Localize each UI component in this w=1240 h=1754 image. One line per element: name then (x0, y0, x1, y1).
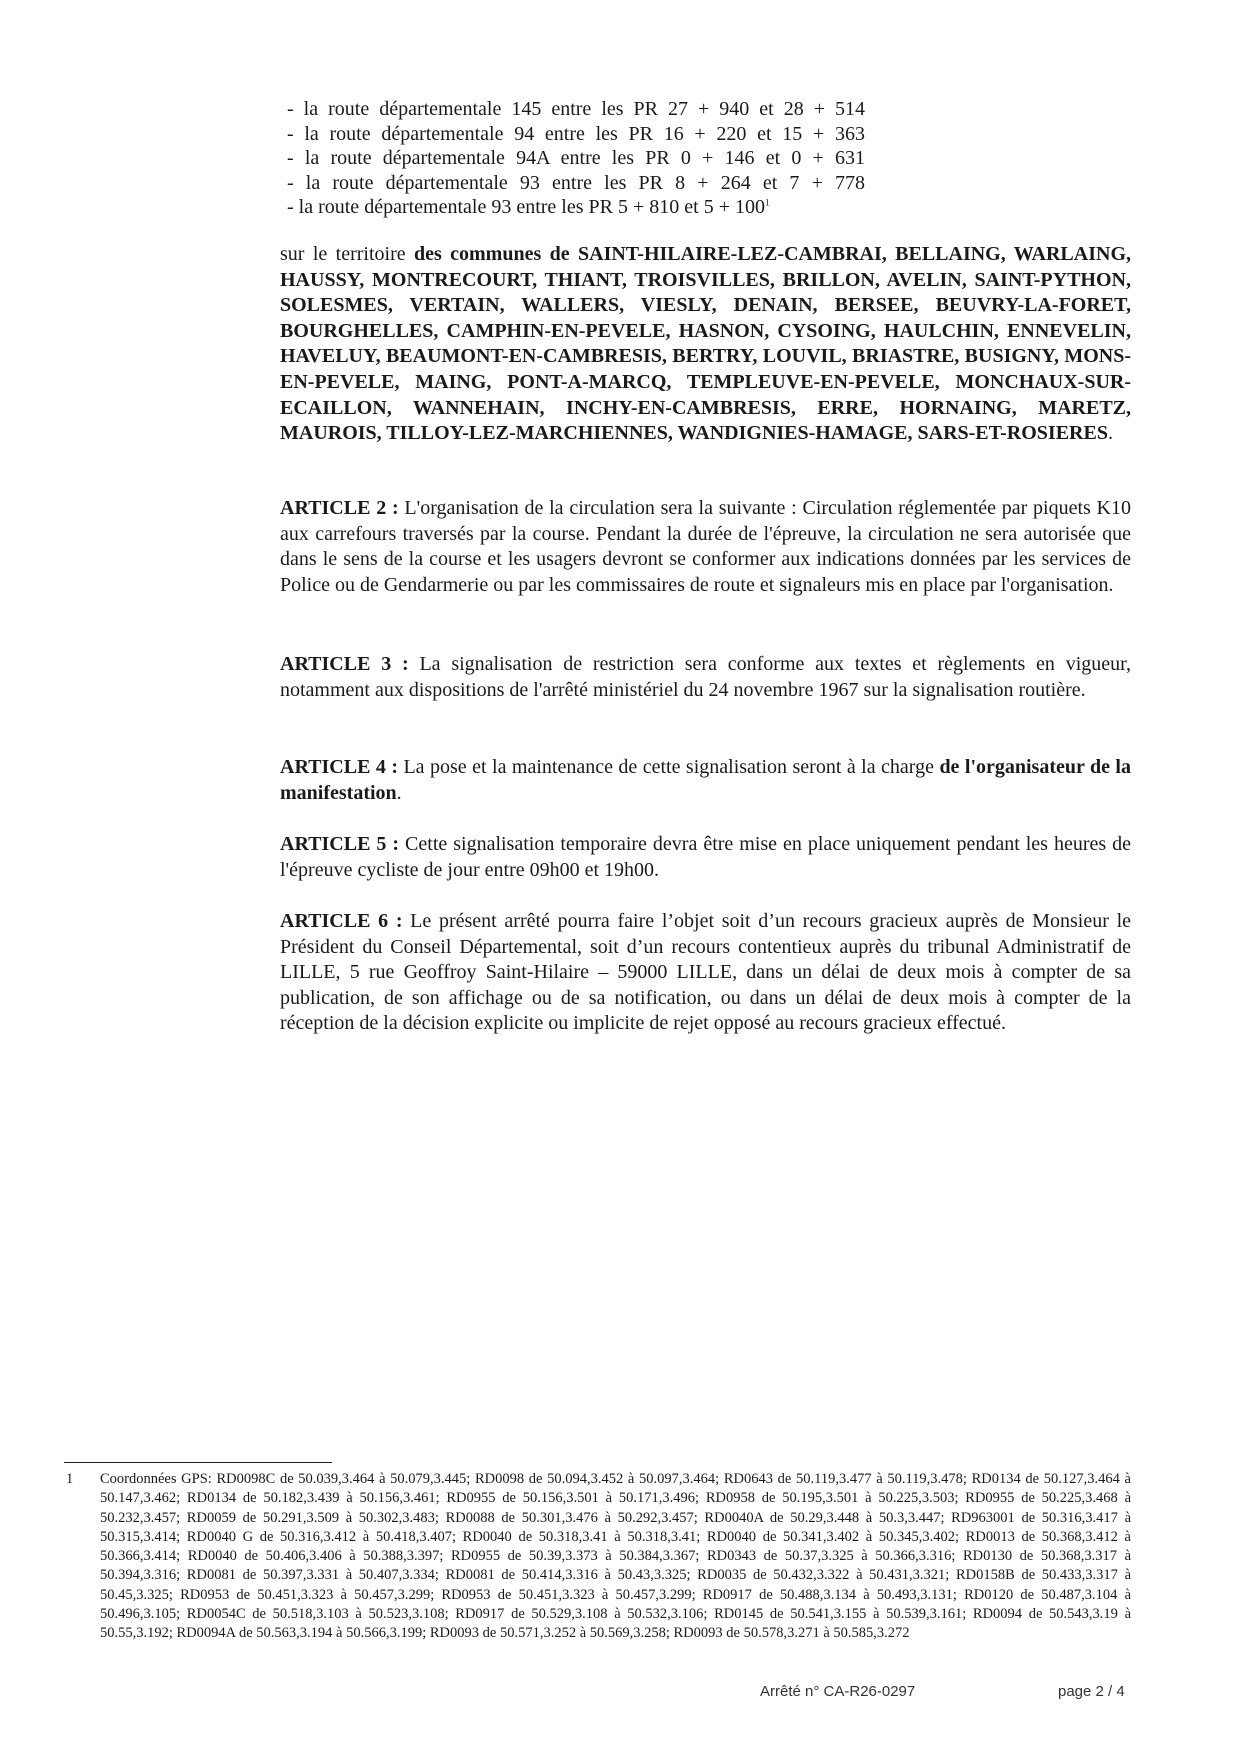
article-4-bold: de l'organisateur de la manifestation (280, 756, 1131, 804)
footnote-reference[interactable]: 1 (764, 197, 770, 208)
communes-end: . (1107, 422, 1113, 445)
article-4-label: ARTICLE 4 : (280, 756, 398, 778)
footnote-divider (64, 1462, 332, 1463)
arrete-reference: Arrêté n° CA-R26-0297 (760, 1683, 916, 1700)
article-4 (280, 755, 1131, 806)
article-5-label: ARTICLE 5 : (280, 833, 400, 855)
article-5 (280, 832, 1131, 883)
route-item: - la route départementale 94A entre les PR 0 + 146 et 0 + 631 (287, 147, 865, 169)
article-3 (280, 652, 1131, 703)
article-6-text: Le présent arrêté pourra faire l’objet soit d’un recours gracieux auprès de Monsieur le Président du Conseil Départemental, soit d’un recours contentieux auprès du tribunal Administratif de LILLE, 5 rue Geoffroy Saint-Hilaire – 59000 LILLE, dans un délai de deux mois à compter de sa publication, de son affichage ou de sa notification, ou dans un délai de deux mois à compter de la réception de la décision explicite ou implicite de rejet opposé au recours gracieux effectué. (280, 910, 1131, 1035)
article-2-text: L'organisation de la circulation sera la suivante : Circulation réglementée par piquets K10 aux carrefours traversés par la course. Pendant la durée de l'épreuve, la circulation ne sera autorisée que dans le sens de la course et les usagers devront se conformer aux indications données par les services de Police ou de Gendarmerie ou par les commissaires de route et signaleurs mis en place par l'organisation. (280, 497, 1131, 596)
article-4-text: La pose et la maintenance de cette signalisation seront à la charge (398, 756, 940, 778)
article-3-label: ARTICLE 3 : (280, 653, 409, 675)
article-5-text: Cette signalisation temporaire devra être mise en place uniquement pendant les heures de l'épreuve cycliste de jour entre 09h00 et 19h00. (280, 833, 1131, 881)
article-6-label: ARTICLE 6 : (280, 910, 403, 932)
route-item: - la route départementale 93 entre les PR 8 + 264 et 7 + 778 (287, 171, 865, 194)
page-number: page 2 / 4 (1058, 1683, 1125, 1700)
communes-intro: sur le territoire (280, 243, 414, 265)
article-4-end: . (396, 781, 402, 804)
route-item-text: - la route départementale 93 entre les PR 5 + 810 et 5 + 100 (287, 196, 765, 218)
article-3-text: La signalisation de restriction sera conforme aux textes et règlements en vigueur, notamment aux dispositions de l'arrêté ministériel du 24 novembre 1967 sur la signalisation routière. (280, 653, 1131, 701)
route-item: - la route départementale 94 entre les PR 16 + 220 et 15 + 363 (287, 122, 865, 145)
route-item: - la route départementale 145 entre les PR 27 + 940 et 28 + 514 (287, 98, 865, 120)
route-item-last (287, 195, 865, 220)
article-2-label: ARTICLE 2 : (280, 497, 399, 519)
article-6 (280, 909, 1131, 1037)
communes-list: des communes de SAINT-HILAIRE-LEZ-CAMBRAI, BELLAING, WARLAING, HAUSSY, MONTRECOURT, THIANT, TROISVILLES, BRILLON, AVELIN, SAINT-PYTHON, SOLESMES, VERTAIN, WALLERS, VIESLY, DENAIN, BERSEE, BEUVRY-LA-FORET, BOURGHELLES, CAMPHIN-EN-PEVELE, HASNON, CYSOING, HAULCHIN, ENNEVELIN, HAVELUY, BEAUMONT-EN-CAMBRESIS, BERTRY, LOUVIL, BRIASTRE, BUSIGNY, MONS-EN-PEVELE, MAING, PONT-A-MARCQ, TEMPLEUVE-EN-PEVELE, MONCHAUX-SUR-ECAILLON, WANNEHAIN, INCHY-EN-CAMBRESIS, ERRE, HORNAING, MARETZ, MAUROIS, TILLOY-LEZ-MARCHIENNES, WANDIGNIES-HAMAGE, SARS-ET-ROSIERES (280, 243, 1131, 445)
footnote-number: 1 (66, 1471, 74, 1487)
footnote-text: Coordonnées GPS: RD0098C de 50.039,3.464 à 50.079,3.445; RD0098 de 50.094,3.452 à 50.097,3.464; RD0643 de 50.119,3.477 à 50.119,3.478; RD0134 de 50.127,3.464 à 50.147,3.462; RD0134 de 50.182,3.439 à 50.156,3.461; RD0955 de 50.156,3.501 à 50.171,3.496; RD0958 de 50.195,3.501 à 50.225,3.503; RD0955 de 50.225,3.468 à 50.232,3.457; RD0059 de 50.291,3.509 à 50.302,3.483; RD0088 de 50.301,3.476 à 50.292,3.457; RD0040A de 50.29,3.448 à 50.3,3.447; RD963001 de 50.316,3.417 à 50.315,3.414; RD0040 G de 50.316,3.412 à 50.418,3.407; RD0040 de 50.318,3.41 à 50.318,3.41; RD0040 de 50.341,3.402 à 50.345,3.402; RD0013 de 50.368,3.412 à 50.366,3.414; RD0040 de 50.406,3.406 à 50.388,3.397; RD0955 de 50.39,3.373 à 50.384,3.367; RD0343 de 50.37,3.325 à 50.366,3.316; RD0130 de 50.368,3.317 à 50.394,3.316; RD0081 de 50.397,3.331 à 50.407,3.334; RD0081 de 50.414,3.316 à 50.43,3.325; RD0035 de 50.432,3.322 à 50.431,3.321; RD0158B de 50.433,3.317 à 50.45,3.325; RD0953 de 50.451,3.323 à 50.457,3.299; RD0953 de 50.451,3.323 à 50.457,3.299; RD0917 de 50.488,3.134 à 50.493,3.131; RD0120 de 50.487,3.104 à 50.496,3.105; RD0054C de 50.518,3.103 à 50.523,3.108; RD0917 de 50.529,3.108 à 50.532,3.106; RD0145 de 50.541,3.155 à 50.539,3.161; RD0094 de 50.543,3.19 à 50.55,3.192; RD0094A de 50.563,3.194 à 50.566,3.199; RD0093 de 50.571,3.252 à 50.569,3.258; RD0093 de 50.578,3.271 à 50.585,3.272 (100, 1471, 1131, 1642)
article-2 (280, 496, 1131, 598)
route-list (287, 97, 865, 220)
communes-paragraph (280, 242, 1131, 447)
